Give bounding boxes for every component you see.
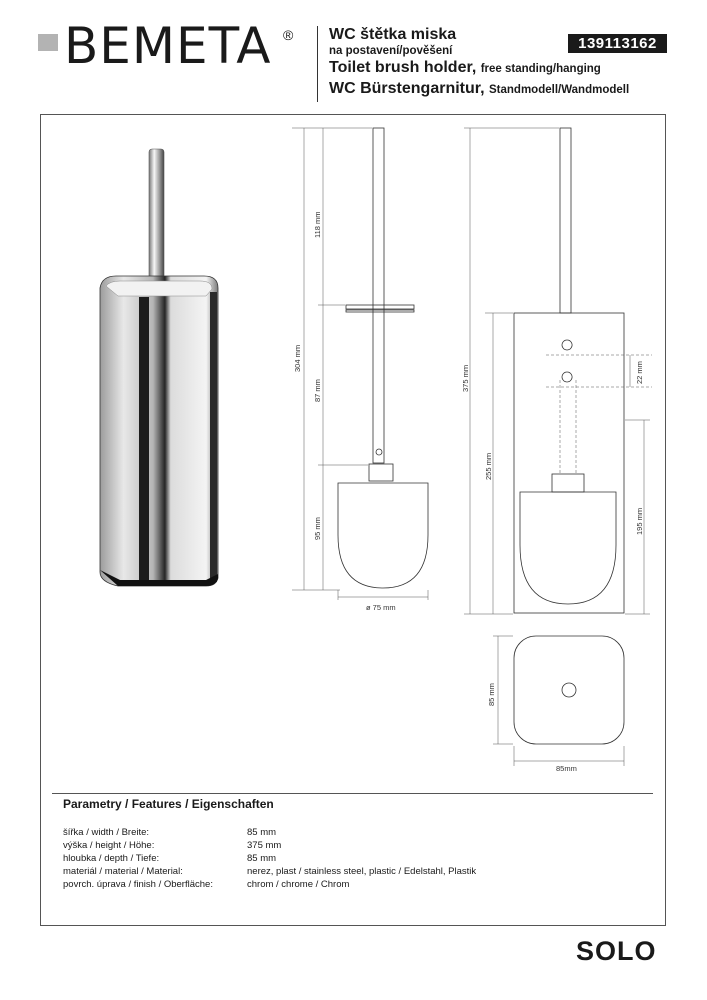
brand-logo: BEMETA	[64, 17, 272, 75]
dim-front-body: 255 mm	[484, 452, 493, 480]
dim-side-total: 304 mm	[293, 344, 302, 372]
param-label: povrch. úprava / finish / Oberfläche:	[63, 879, 213, 890]
param-value: nerez, plast / stainless steel, plastic / Edelstahl, Plastik	[247, 866, 477, 877]
subtitle-cz: na postavení/pověšení	[329, 45, 453, 57]
dim-side-diameter: ø 75 mm	[366, 603, 396, 612]
dim-front-total: 375 mm	[461, 364, 470, 392]
parameters-title: Parametry / Features / Eigenschaften	[63, 797, 274, 811]
dim-front-holes: 22 mm	[635, 361, 644, 384]
title-de-main: WC Bürstengarnitur,	[329, 80, 485, 97]
dim-side-mid: 87 mm	[313, 379, 322, 402]
param-value: 85 mm	[247, 853, 277, 864]
top-view	[493, 636, 624, 766]
registered-mark: ®	[283, 27, 294, 43]
param-row	[63, 865, 476, 878]
dim-side-bottom: 95 mm	[313, 517, 322, 540]
param-label: výška / height / Höhe:	[63, 840, 155, 851]
param-value: 85 mm	[247, 827, 277, 838]
param-label: šířka / width / Breite:	[63, 827, 150, 838]
param-row	[63, 826, 476, 839]
param-row	[63, 852, 476, 865]
title-en-main: Toilet brush holder,	[329, 59, 477, 76]
product-photo	[100, 149, 218, 586]
product-code: 139113162	[568, 34, 667, 53]
dim-top-depth: 85 mm	[487, 683, 496, 706]
dim-front-inner: 195 mm	[635, 507, 644, 535]
param-row	[63, 839, 476, 852]
param-row	[63, 878, 476, 891]
title-en-note: free standing/hanging	[480, 63, 601, 75]
param-value: 375 mm	[247, 840, 282, 851]
parameters-divider	[52, 793, 653, 794]
dim-top-width: 85mm	[556, 764, 577, 773]
dim-side-top: 118 mm	[313, 211, 322, 238]
parameters-table	[63, 826, 476, 891]
title-de-note: Standmodell/Wandmodell	[489, 84, 630, 96]
param-value: chrom / chrome / Chrom	[247, 879, 350, 890]
product-line-name: SOLO	[576, 936, 657, 966]
param-label: hloubka / depth / Tiefe:	[63, 853, 160, 864]
title-cz: WC štětka miska	[329, 26, 457, 43]
param-label: materiál / material / Material:	[63, 866, 183, 877]
front-view	[464, 128, 652, 614]
